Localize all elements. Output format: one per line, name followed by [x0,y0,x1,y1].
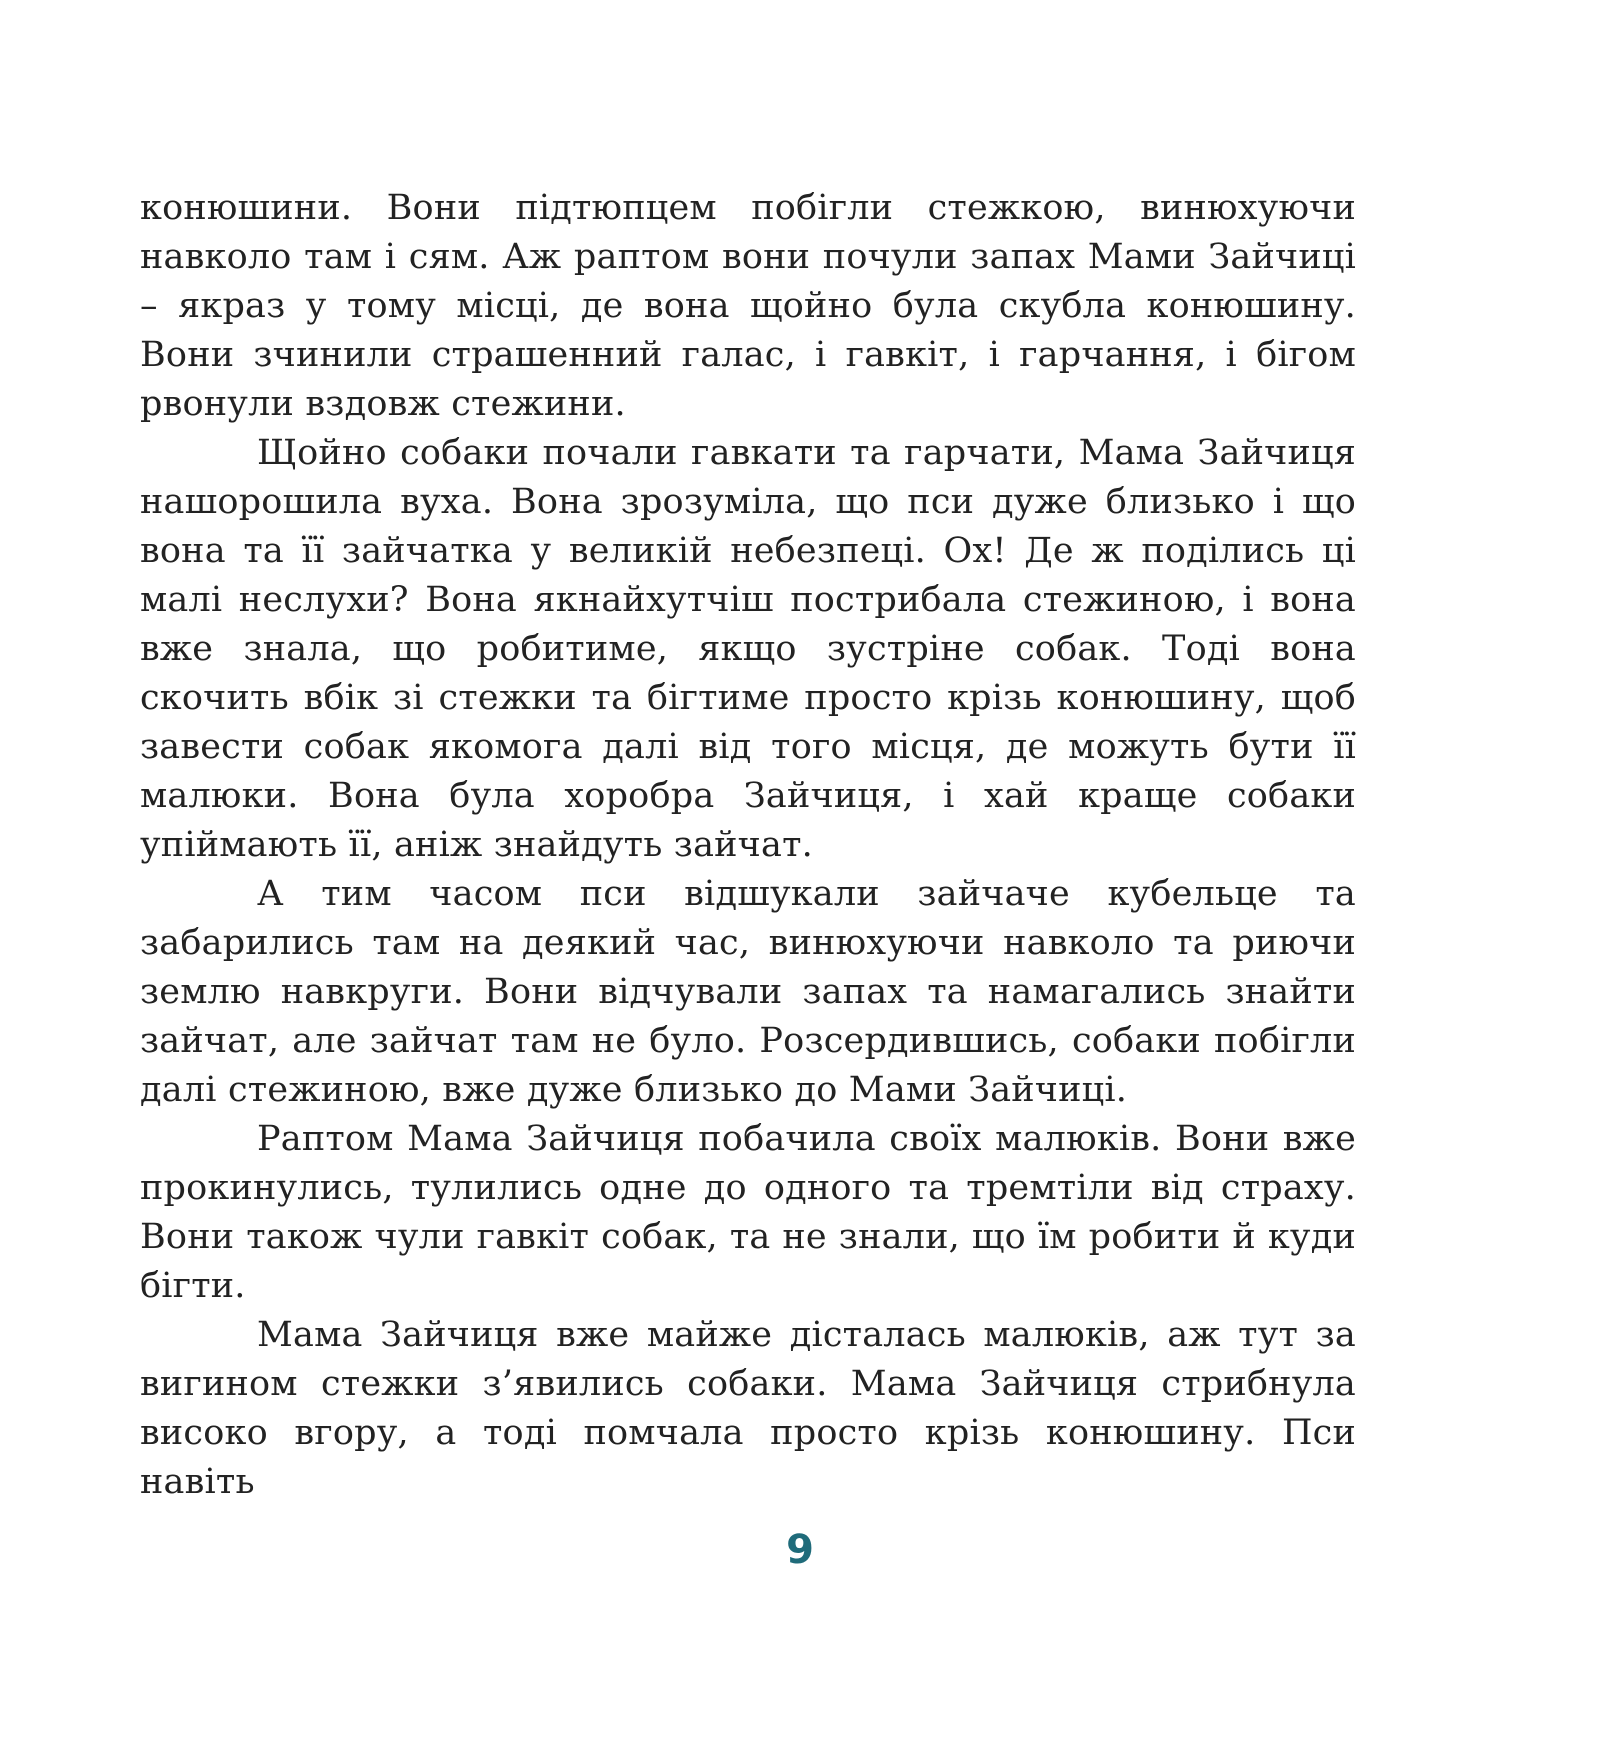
paragraph-3: А тим часом пси відшукали зайчаче кубельце та забарились там на деякий час, винюхуючи навколо та риючи землю навкруги. Вони відчували запах та намагались знайти зайчат, але зайчат там не було. Розсердившись, собаки побігли далі стежиною, вже дуже близько до Мами Зайчиці. [140,874,1356,1110]
paragraph-1: конюшини. Вони підтюпцем побігли стежкою, винюхуючи навколо там і сям. Аж раптом вони почули запах Мами Зайчиці – якраз у тому місці, де вона щойно була скубла конюшину. Вони зчинили страшенний галас, і гавкіт, і гарчання, і бігом рвонули вздовж стежини. [140,188,1356,424]
paragraph-4: Раптом Мама Зайчиця побачила своїх малюків. Вони вже прокинулись, тулились одне до одного та тремтіли від страху. Вони також чули гавкіт собак, та не знали, що їм робити й куди бігти. [140,1119,1356,1306]
page-number: 9 [786,1527,814,1573]
body-text [140,184,1356,1507]
paragraph-2: Щойно собаки почали гавкати та гарчати, Мама Зайчиця нашорошила вуха. Вона зрозуміла, що пси дуже близько і що вона та її зайчатка у великій небезпеці. Ох! Де ж поділись ці малі неслухи? Вона якнайхутчіш пострибала стежиною, і вона вже знала, що робитиме, якщо зустріне собак. Тоді вона скочить вбік зі стежки та бігтиме просто крізь конюшину, щоб завести собак якомога далі від того місця, де можуть бути її малюки. Вона була хоробра Зайчиця, і хай краще собаки упіймають її, аніж знайдуть зайчат. [140,433,1356,865]
paragraph-5: Мама Зайчиця вже майже дісталась малюків, аж тут за вигином стежки з’явились собаки. Мама Зайчиця стрибнула високо вгору, а тоді помчала просто крізь конюшину. Пси навіть [140,1315,1356,1502]
